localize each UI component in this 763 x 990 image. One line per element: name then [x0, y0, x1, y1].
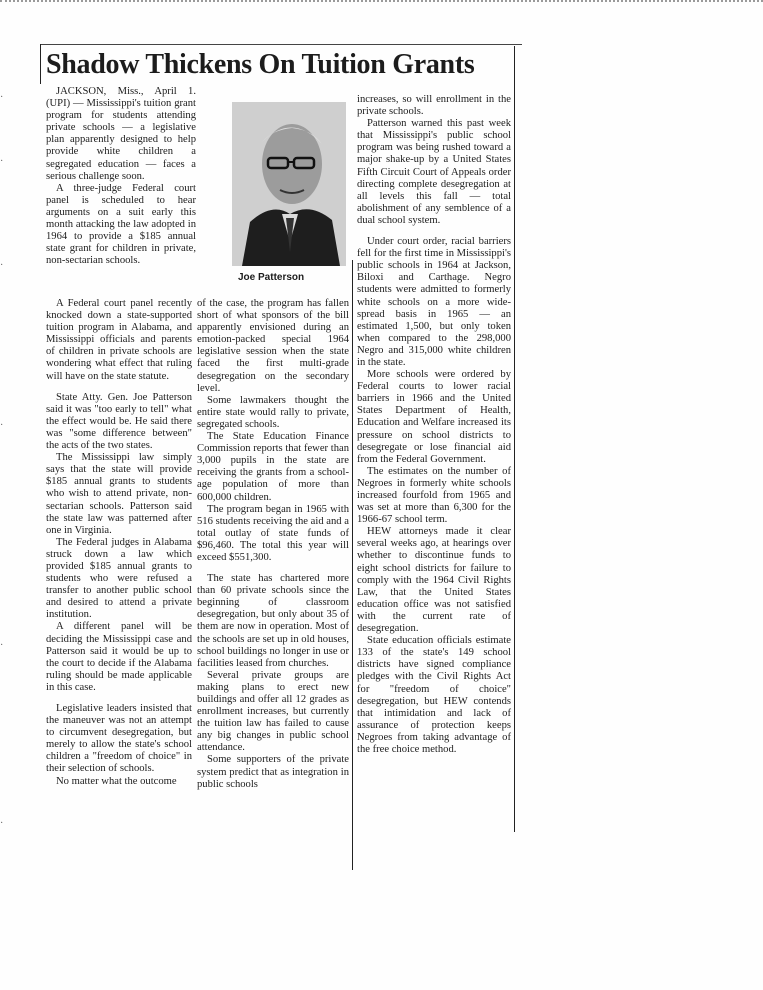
- paragraph: increases, so will enrollment in the private schools.: [357, 94, 511, 118]
- paragraph: More schools were ordered by Federal courts to lower racial barriers in 1966 and the United States Department of Health, Education and Welfare increased its pressure on school districts to desegregate or lose financial aid from the Federal Government.: [357, 369, 511, 465]
- column-rule-annotation: [352, 260, 353, 870]
- paragraph: Several private groups are making plans to erect new buildings and offer all 12 grades as enrollment increases, but currently the tuition law has failed to cause any big changes in public school attendance.: [197, 669, 349, 754]
- paragraph: A three-judge Federal court panel is scheduled to hear arguments on a suit early this month attacking the law adopted in 1964 to provide a $185 annual state grant for children in private, non-sectarian schools.: [46, 182, 196, 267]
- portrait-icon: [232, 102, 346, 266]
- portrait-photo: [232, 102, 346, 266]
- clipping-edge: [40, 44, 522, 45]
- paragraph: HEW attorneys made it clear several weeks ago, at hearings over whether to discontinue funds to eight school districts for failure to comply with the 1964 Civil Rights Law, that the United States education office was not satisfied with the current rate of desegregation.: [357, 526, 511, 635]
- top-perforation: [0, 0, 763, 6]
- paragraph: JACKSON, Miss., April 1. (UPI) — Mississippi's tuition grant program for students attending private schools — a legislative plan apparently designed to help provide white children a segregated education — faces a serious challenge soon.: [46, 86, 196, 182]
- paragraph: A Federal court panel recently knocked down a state-supported tuition program in Alabama, and Mississippi officials and parents of children in private schools are wondering what effect that ruling will have on the state statute.: [46, 298, 192, 382]
- paragraph: The Federal judges in Alabama struck down a law which provided $185 annual grants to students who were refused a transfer to another public school and desired to attend a private institution.: [46, 536, 192, 621]
- paragraph: Some supporters of the private system predict that as integration in public schools: [197, 754, 349, 790]
- margin-tick: ·: [0, 92, 4, 103]
- margin-tick: ·: [0, 420, 4, 431]
- paragraph: The State Education Finance Commission reports that fewer than 3,000 pupils in the state are receiving the grants from a school-age population of more than 600,000 children.: [197, 431, 349, 503]
- paragraph: of the case, the program has fallen short of what sponsors of the bill apparently envisioned during an emotion-packed special 1964 legislative session when the state faced the first multi-grade desegregation on the secondary level.: [197, 298, 349, 394]
- paragraph: State Atty. Gen. Joe Patterson said it was "too early to tell" what the effect would be. He said there was "some difference between" the acts of the two states.: [46, 391, 192, 452]
- paragraph: The program began in 1965 with 516 students receiving the aid and a total outlay of state funds of $96,460. The total this year will exceed $551,300.: [197, 503, 349, 563]
- column-2: [197, 298, 349, 791]
- photo-caption: Joe Patterson: [238, 272, 305, 283]
- paragraph: No matter what the outcome: [56, 775, 177, 787]
- margin-tick: ·: [0, 260, 4, 271]
- paragraph: Some lawmakers thought the entire state would rally to private, segregated schools.: [197, 394, 349, 430]
- column-1-lower: [46, 298, 192, 788]
- paragraph: The state has chartered more than 60 private schools since the beginning of classroom desegregation, but only about 35 of them are now in operation. Most of the schools are set up in old houses, school buildings no longer in use or facilities leased from churches.: [197, 573, 349, 669]
- margin-tick: ·: [0, 156, 4, 167]
- paragraph: Patterson warned this past week that Mississippi's public school program was being rushed toward a major shake-up by a United States Fifth Circuit Court of Appeals order directing complete desegregation at all levels this fall — total abolishment of any semblence of a dual school system.: [357, 118, 511, 226]
- clipping-edge-left: [40, 44, 41, 84]
- paragraph: Legislative leaders insisted that the maneuver was not an attempt to circumvent desegregation, but merely to allow the state's school children a "freedom of choice" in their selection of schools.: [46, 703, 192, 775]
- column-3: [357, 94, 511, 756]
- paragraph: The estimates on the number of Negroes in formerly white schools increased fourfold from 1965 and was set at more than 6,300 for the 1966-67 school term.: [357, 465, 511, 526]
- paragraph: State education officials estimate 133 of the state's 149 school districts have signed compliance pledges with the Civil Rights Act for "freedom of choice" desegregation, but HEW contends that intimidation and lack of assurance of protection keeps Negroes from taking advantage of the free choice method.: [357, 635, 511, 755]
- headline: Shadow Thickens On Tuition Grants: [46, 49, 475, 80]
- paragraph: Under court order, racial barriers fell for the first time in Mississippi's public schools in 1964 at Jackson, Biloxi and Carthage. Negro students were admitted to formerly white schools on a more wide-spread basis in 1965 — an estimated 1,500, but only token when compared to the 298,000 Negro and 315,000 white children in the state.: [357, 236, 511, 368]
- clipping-edge-right: [514, 46, 515, 832]
- margin-tick: ·: [0, 640, 4, 651]
- paragraph: A different panel will be deciding the Mississippi case and Patterson said it would be up to the court to decide if the Alabama ruling should be made applicable in this case.: [46, 621, 192, 693]
- margin-tick: ·: [0, 818, 4, 829]
- paragraph: The Mississippi law simply says that the state will provide $185 annual grants to students who wish to attend private, non-sectarian schools. Patterson said the state law was patterned after one in Virginia.: [46, 452, 192, 536]
- column-1: [46, 86, 196, 267]
